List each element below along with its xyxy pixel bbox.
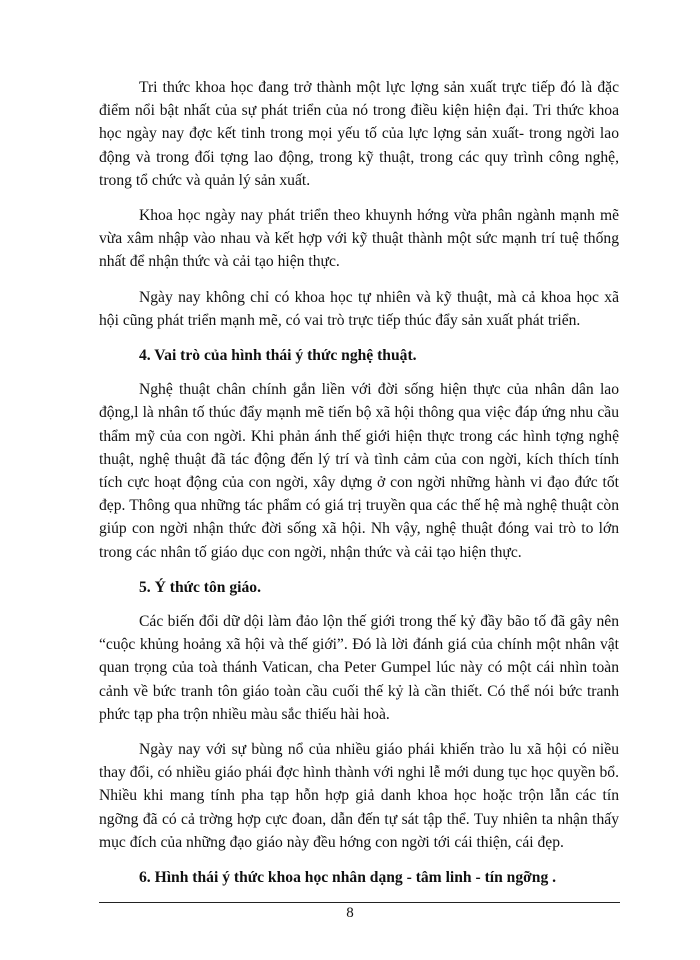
paragraph: Các biến đổi dữ dội làm đảo lộn thế giới trong thế kỷ đầy bão tố đã gây nên “cuộc khủng hoảng xã hội và thế giới”. Đó là lời đánh giá của chính một nhân vật quan trọng của toà thánh Vatican, cha Peter Gumpel lúc này có một cái nhìn toàn cảnh về bức tranh tôn giáo toàn cầu cuối thế kỷ là cần thiết. Có thể nói bức tranh phức tạp pha trộn nhiều màu sắc thiếu hài hoà. — [99, 613, 619, 723]
paragraph: Tri thức khoa học đang trở thành một lực lợng sản xuất trực tiếp đó là đặc điểm nổi bật nhất của sự phát triển của nó trong điều kiện hiện đại. Tri thức khoa học ngày nay đợc kết tinh trong mọi yếu tố của lực lợng sản xuất- trong ngời lao động và trong đối tợng lao động, trong kỹ thuật, trong các quy trình công nghệ, trong tổ chức và quản lý sản xuất. — [99, 79, 619, 189]
paragraph: Khoa học ngày nay phát triển theo khuynh hớng vừa phân ngành mạnh mẽ vừa xâm nhập vào nhau và kết hợp với kỹ thuật thành một sức mạnh trí tuệ thống nhất để nhận thức và cải tạo hiện thực. — [99, 207, 619, 271]
document-body — [99, 76, 619, 900]
section-heading: 6. Hình thái ý thức khoa học nhân dạng - tâm linh - tín ngỡng . — [139, 869, 557, 887]
paragraph: Ngày nay không chỉ có khoa học tự nhiên và kỹ thuật, mà cả khoa học xã hội cũng phát triển mạnh mẽ, có vai trò trực tiếp thúc đẩy sản xuất phát triển. — [99, 288, 619, 329]
paragraph: Ngày nay với sự bùng nổ của nhiều giáo phái khiến trào lu xã hội có niều thay đổi, có nhiều giáo phái đợc hình thành với nghi lễ mới dung tục học quyền bổ. Nhiều khi mang tính pha tạp hỗn hợp giả danh khoa học hoặc trộn lẫn các tín ngỡng đã có cả trờng hợp cực đoan, dẫn đến tự sát tập thể. Tuy nhiên ta nhận thấy mục đích của những đạo giáo này đều hớng con ngời tới cái thiện, cái đẹp. — [99, 741, 619, 851]
section-heading: 4. Vai trò của hình thái ý thức nghệ thuật. — [139, 347, 417, 365]
footer-divider — [99, 902, 620, 903]
section-heading: 5. Ý thức tôn giáo. — [139, 578, 261, 596]
paragraph: Nghệ thuật chân chính gắn liền với đời sống hiện thực của nhân dân lao động,l là nhân tố thúc đẩy mạnh mẽ tiến bộ xã hội thông qua việc đáp ứng nhu cầu thẩm mỹ của con ngời. Khi phản ánh thế giới hiện thực trong các hình tợng nghệ thuật, nghệ thuật đã tác động đến lý trí và tình cảm của con ngời, kích thích tính tích cực hoạt động của con ngời, xây dựng ở con ngời những hành vi đạo đức tốt đẹp. Thông qua những tác phẩm có giá trị truyền qua các thế hệ mà nghệ thuật còn giúp con ngời nhận thức đời sống xã hội. Nh vậy, nghệ thuật đóng vai trò to lớn trong các nhân tố giáo dục con ngời, nhận thức và cải tạo hiện thực. — [99, 381, 619, 561]
page-number: 8 — [346, 905, 354, 921]
